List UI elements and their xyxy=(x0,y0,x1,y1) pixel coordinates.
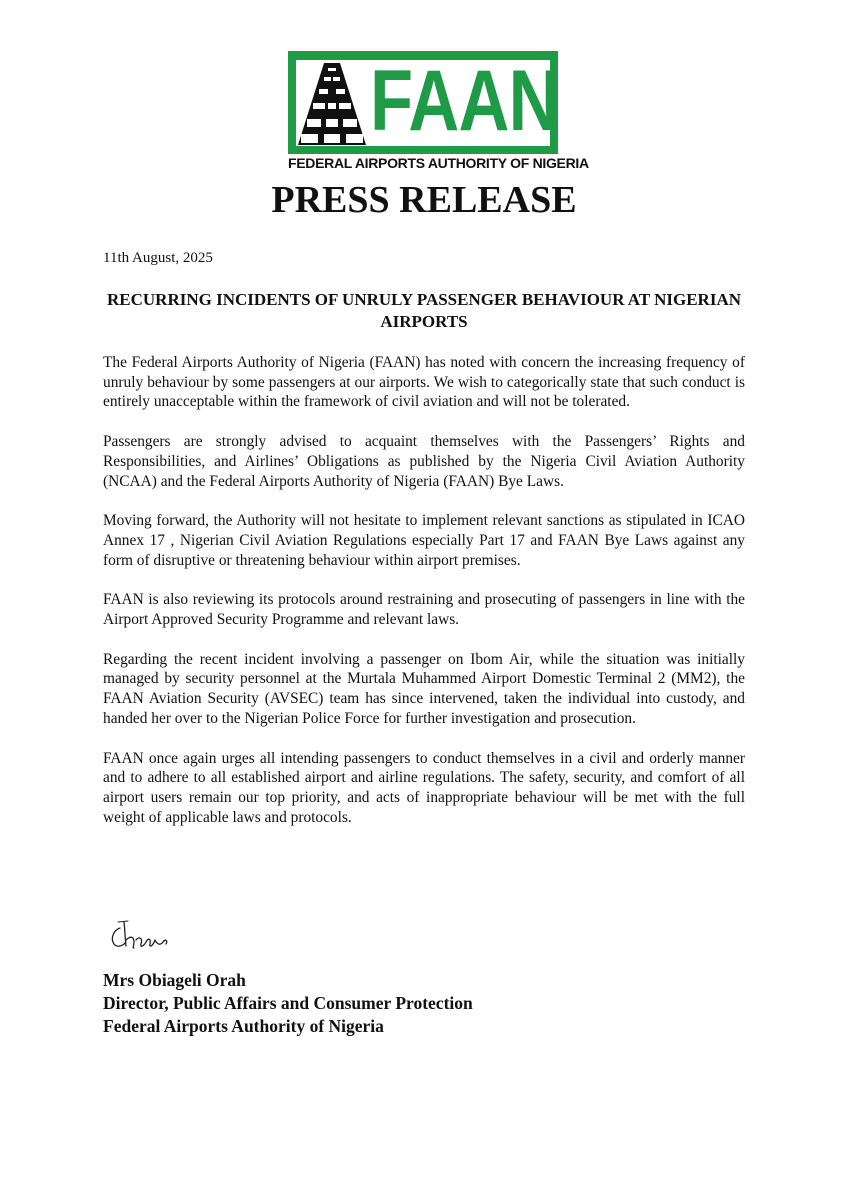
body-paragraph-4: FAAN is also reviewing its protocols around restraining and prosecuting of passengers in line with the Airport Approved Security Programme and relevant laws. xyxy=(103,591,745,629)
release-date: 11th August, 2025 xyxy=(103,250,213,266)
body-paragraph-2: Passengers are strongly advised to acquaint themselves with the Passengers’ Rights and Responsibilities, and Airlines’ Obligations as published by the Nigeria Civil Aviation Authority (NCAA) and the Federal Airports Authority of Nigeria (FAAN) Bye Laws. xyxy=(103,433,745,490)
signatory-title: Director, Public Affairs and Consumer Protection xyxy=(103,993,473,1013)
runway-icon xyxy=(298,63,366,145)
body-paragraph-1: The Federal Airports Authority of Nigeria (FAAN) has noted with concern the increasing frequency of unruly behaviour by some passengers at our airports. We wish to categorically state that such conduct is entirely unacceptable within the framework of civil aviation and will not be tolerated. xyxy=(103,354,745,411)
handwritten-signature xyxy=(108,918,172,954)
signatory-name: Mrs Obiageli Orah xyxy=(103,970,246,990)
logo-subtitle: FEDERAL AIRPORTS AUTHORITY OF NIGERIA xyxy=(288,155,589,171)
release-body xyxy=(103,353,745,847)
faan-logo xyxy=(288,51,589,171)
signatory-organization: Federal Airports Authority of Nigeria xyxy=(103,1016,384,1036)
body-paragraph-5: Regarding the recent incident involving a passenger on Ibom Air, while the situation was initially managed by security personnel at the Murtala Muhammed Airport Domestic Terminal 2 (MM2), the FAAN Aviation Security (AVSEC) team has since intervened, taken the individual into custody, and handed her over to the Nigerian Police Force for further investigation and prosecution. xyxy=(103,650,745,727)
body-paragraph-3: Moving forward, the Authority will not hesitate to implement relevant sanctions as stipulated in ICAO Annex 17 , Nigerian Civil Aviation Regulations especially Part 17 and FAAN Bye Laws against any form of disruptive or threatening behaviour within airport premises. xyxy=(103,512,745,569)
logo-wordmark: FAAN xyxy=(370,53,559,149)
logo-green-frame xyxy=(288,51,558,154)
release-subject: RECURRING INCIDENTS OF UNRULY PASSENGER BEHAVIOUR AT NIGERIAN AIRPORTS xyxy=(107,290,741,331)
body-paragraph-6: FAAN once again urges all intending passengers to conduct themselves in a civil and orderly manner and to adhere to all established airport and airline regulations. The safety, security, and comfort of all airport users remain our top priority, and acts of inappropriate behaviour will be met with the full weight of applicable laws and protocols. xyxy=(103,749,745,826)
page-title: PRESS RELEASE xyxy=(271,179,577,221)
signatory-block xyxy=(103,969,703,1038)
